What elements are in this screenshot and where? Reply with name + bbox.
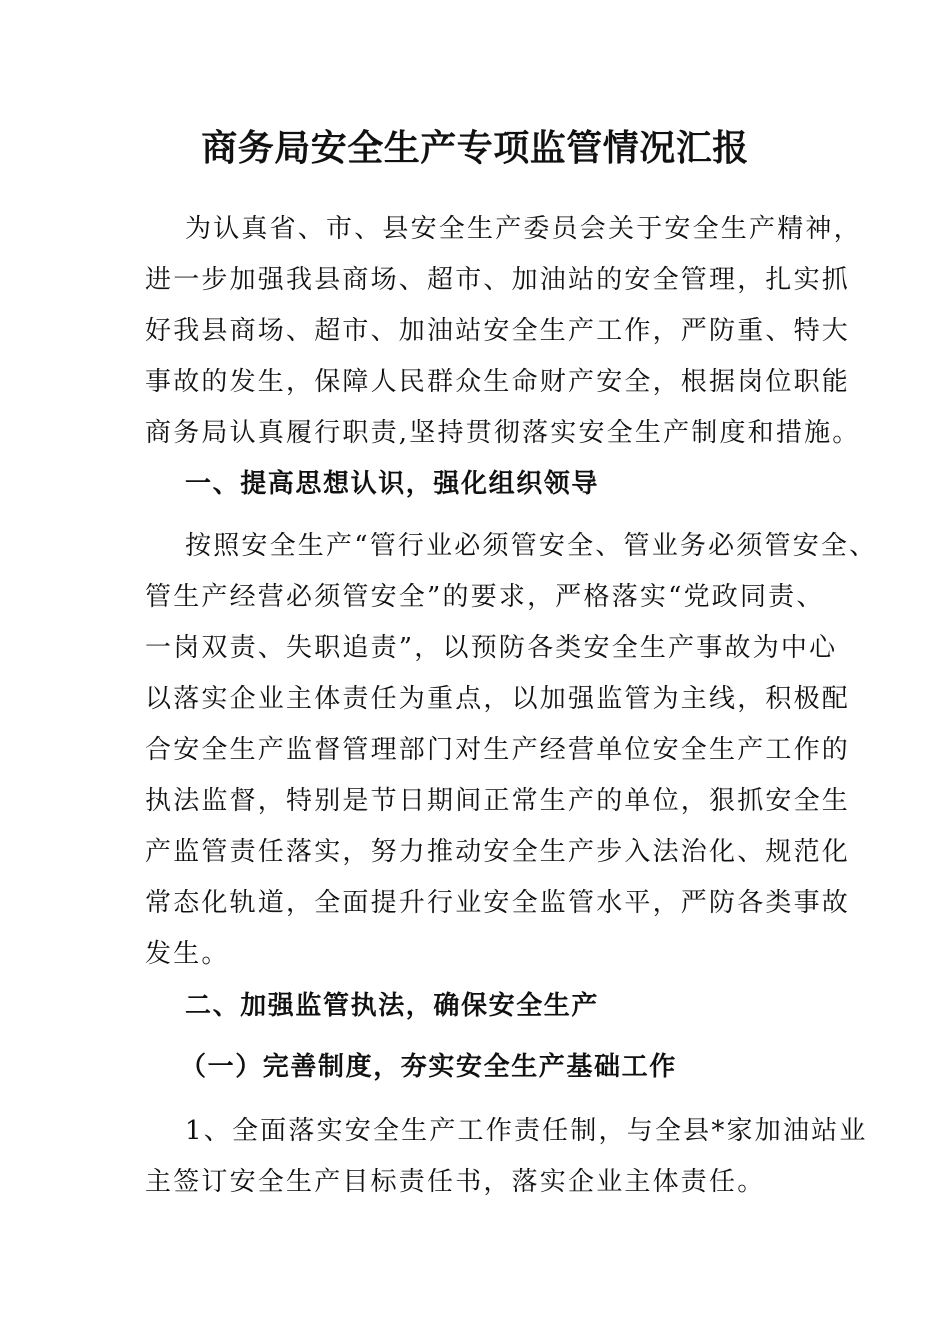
paragraph-line: 产监管责任落实，努力推动安全生产步入法治化、规范化 (145, 837, 851, 867)
paragraph-line: 事故的发生，保障人民群众生命财产安全，根据岗位职能 (145, 367, 851, 397)
document-title: 商务局安全生产专项监管情况汇报 (201, 127, 749, 169)
paragraph-line: 管生产经营必须管安全”的要求，严格落实“党政同责、 (145, 582, 825, 612)
paragraph-line: 一岗双责、失职追责”，以预防各类安全生产事故为中心 (145, 633, 838, 663)
section-1-paragraph (145, 521, 878, 980)
paragraph-line: 主签订安全生产目标责任书，落实企业主体责任。 (145, 1167, 766, 1197)
paragraph-line: 以落实企业主体责任为重点，以加强监管为主线，积极配 (145, 684, 851, 714)
paragraph-line: 常态化轨道，全面提升行业安全监管水平，严防各类事故 (145, 888, 851, 918)
paragraph-line: 1、全面落实安全生产工作责任制，与全县*家加油站业 (185, 1116, 868, 1146)
section-1-heading: 一、提高思想认识，强化组织领导 (185, 469, 600, 499)
paragraph-line: 执法监督，特别是节日期间正常生产的单位，狠抓安全生 (145, 786, 851, 816)
paragraph-line: 合安全生产监督管理部门对生产经营单位安全生产工作的 (145, 735, 851, 765)
paragraph-line: 为认真省、市、县安全生产委员会关于安全生产精神， (185, 214, 862, 244)
paragraph-line: 商务局认真履行职责,坚持贯彻落实安全生产制度和措施。 (145, 418, 861, 448)
paragraph-line: 好我县商场、超市、加油站安全生产工作，严防重、特大 (145, 316, 851, 346)
paragraph-line: 进一步加强我县商场、超市、加油站的安全管理，扎实抓 (145, 265, 851, 295)
section-2-heading: 二、加强监管执法，确保安全生产 (185, 991, 600, 1021)
paragraph-line: 按照安全生产“管行业必须管安全、管业务必须管安全、 (185, 531, 878, 561)
item-1-paragraph (145, 1106, 868, 1208)
subsection-1-heading: （一）完善制度，夯实安全生产基础工作 (180, 1052, 677, 1082)
intro-paragraph (145, 204, 862, 459)
paragraph-line: 发生。 (145, 939, 230, 969)
